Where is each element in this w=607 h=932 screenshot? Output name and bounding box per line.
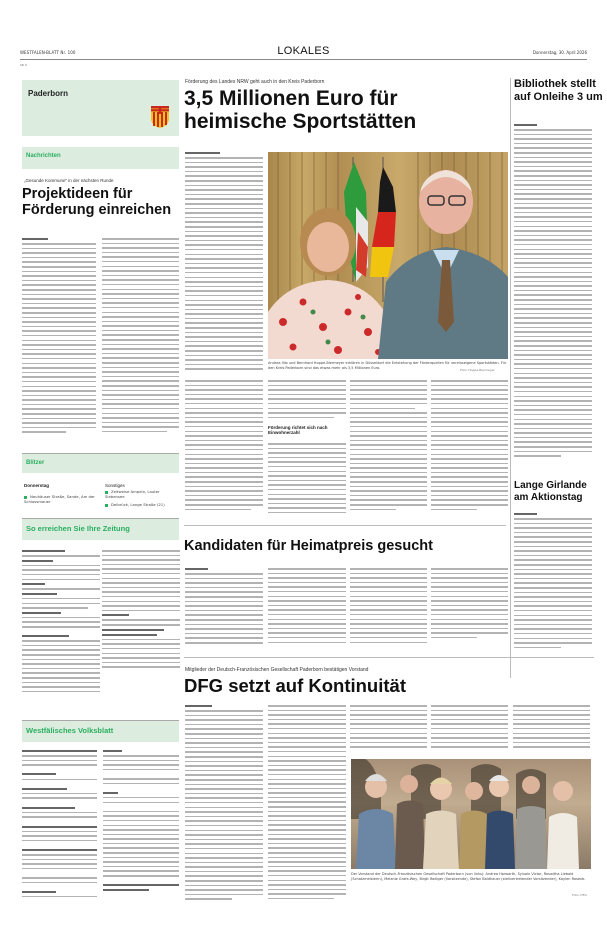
lead-subhead: Förderung richtet sich nach Einwohnerzahl (268, 425, 328, 436)
news-body-col-2 (102, 238, 179, 443)
section-divider (184, 657, 594, 658)
blitzer-item: Neuhäuser Straße, Sande, Am der Schlossmauer (24, 495, 99, 504)
dfg-group-photo (351, 759, 591, 869)
publisher-imprint-col-2 (103, 750, 179, 910)
library-headline: Bibliothek stellt auf Onleihe 3 um (514, 78, 603, 103)
contact-list-col-2 (102, 550, 180, 680)
lead-kicker: Förderung des Landes NRW geht auch in den Kreis Paderborn (185, 79, 325, 85)
issue-date: Donnerstag, 30. April 2026 (532, 50, 587, 55)
location-title: Paderborn (28, 89, 69, 98)
contact-list-col-1 (22, 550, 100, 700)
lead-body-col-1 (185, 152, 263, 374)
right-column-rule (510, 78, 511, 678)
masthead (20, 40, 587, 60)
news-headline: Projektideen für Förderung einreichen (22, 186, 172, 218)
lead-photo-caption: Andrea Illlo und Bernhard Hoppe-Biermeyer erklären in Düsseldorf die Entstehung der Förderquellen für vereinseigene Sportstätten. Für den Kreis Paderborn sind das etwas mehr als 3,5 Millionen Euro. (268, 361, 507, 370)
news-kicker: „Gesunde Kommune“ in der nächsten Runde (24, 178, 114, 183)
section-title: LOKALES (277, 45, 330, 57)
news-section-bar (22, 147, 179, 169)
dfg-body-col-3 (350, 705, 427, 753)
paderborn-crest-icon (150, 105, 170, 129)
dfg-body-col-5 (513, 705, 590, 753)
photo-people-illustration (268, 152, 508, 359)
lead-body-col-1b (185, 380, 263, 515)
news-section-label: Nachrichten (26, 153, 61, 159)
photo-group-illustration (351, 759, 591, 869)
lead-body-col-2 (268, 380, 346, 420)
publisher-section-label: Westfälisches Volksblatt (26, 726, 114, 735)
lead-photo (268, 152, 508, 359)
publisher-section-bar (22, 720, 179, 742)
lead-body-col-4 (431, 380, 508, 515)
dfg-headline: DFG setzt auf Kontinuität (184, 675, 406, 696)
publication-name: WESTFALEN-BLATT Nr. 100 (20, 50, 76, 55)
blitzer-section-bar (22, 453, 179, 473)
dfg-photo-caption: Der Vorstand der Deutsch-Französischen Gesellschaft Paderborn (von links): Andrea Horwarth, Sylvain Victor, Roswitha Liebald (Schatzmeisterin), Melanie Grafe-Wey, Birgit Rodiger (Vorsitzende), Stefan Baldhauer (stellvertretender Vorsitzender), Kaylen Rosenb. (351, 872, 586, 881)
heimatpreis-body-col-4 (431, 568, 508, 648)
garland-body (514, 513, 592, 653)
news-body-col-1 (22, 238, 96, 443)
lead-headline: 3,5 Millionen Euro für heimische Sportstätten (184, 87, 417, 133)
publisher-imprint-col-1 (22, 750, 97, 910)
lead-body-col-3 (350, 380, 427, 515)
garland-headline: Lange Girlande am Aktionstag (514, 480, 587, 503)
blitzer-day1-label: Donnerstag (24, 483, 50, 488)
heimatpreis-body-col-2 (268, 568, 346, 648)
library-body (514, 124, 592, 464)
blitzer-item: Zeitweise Ampeln, Lauter Siebensee (105, 490, 180, 499)
lead-body-col-2b (268, 443, 346, 515)
dfg-body-col-1 (185, 705, 263, 905)
dfg-body-col-2 (268, 705, 346, 905)
heimatpreis-headline: Kandidaten für Heimatpreis gesucht (184, 538, 433, 554)
dfg-body-col-4 (431, 705, 508, 753)
blitzer-section-label: Blitzer (26, 460, 45, 466)
dfg-photo-credit: Foto: DFG (572, 893, 587, 897)
blitzer-day2-label: Sonstiges (105, 483, 125, 488)
blitzer-item: Delbrück, Lange Straße (21) (105, 503, 180, 508)
section-divider (184, 525, 506, 526)
page-number: 16 ↕ (20, 63, 28, 67)
heimatpreis-body-col-3 (350, 568, 427, 648)
lead-photo-credit: Foto: Hoppe-Biermeyer (460, 368, 495, 372)
heimatpreis-body-col-1 (185, 568, 263, 648)
contact-section-bar (22, 518, 179, 540)
dfg-kicker: Mitglieder der Deutsch-Französischen Gesellschaft Paderborn bestätigen Vorstand (185, 667, 369, 673)
contact-section-label: So erreichen Sie Ihre Zeitung (26, 524, 130, 533)
